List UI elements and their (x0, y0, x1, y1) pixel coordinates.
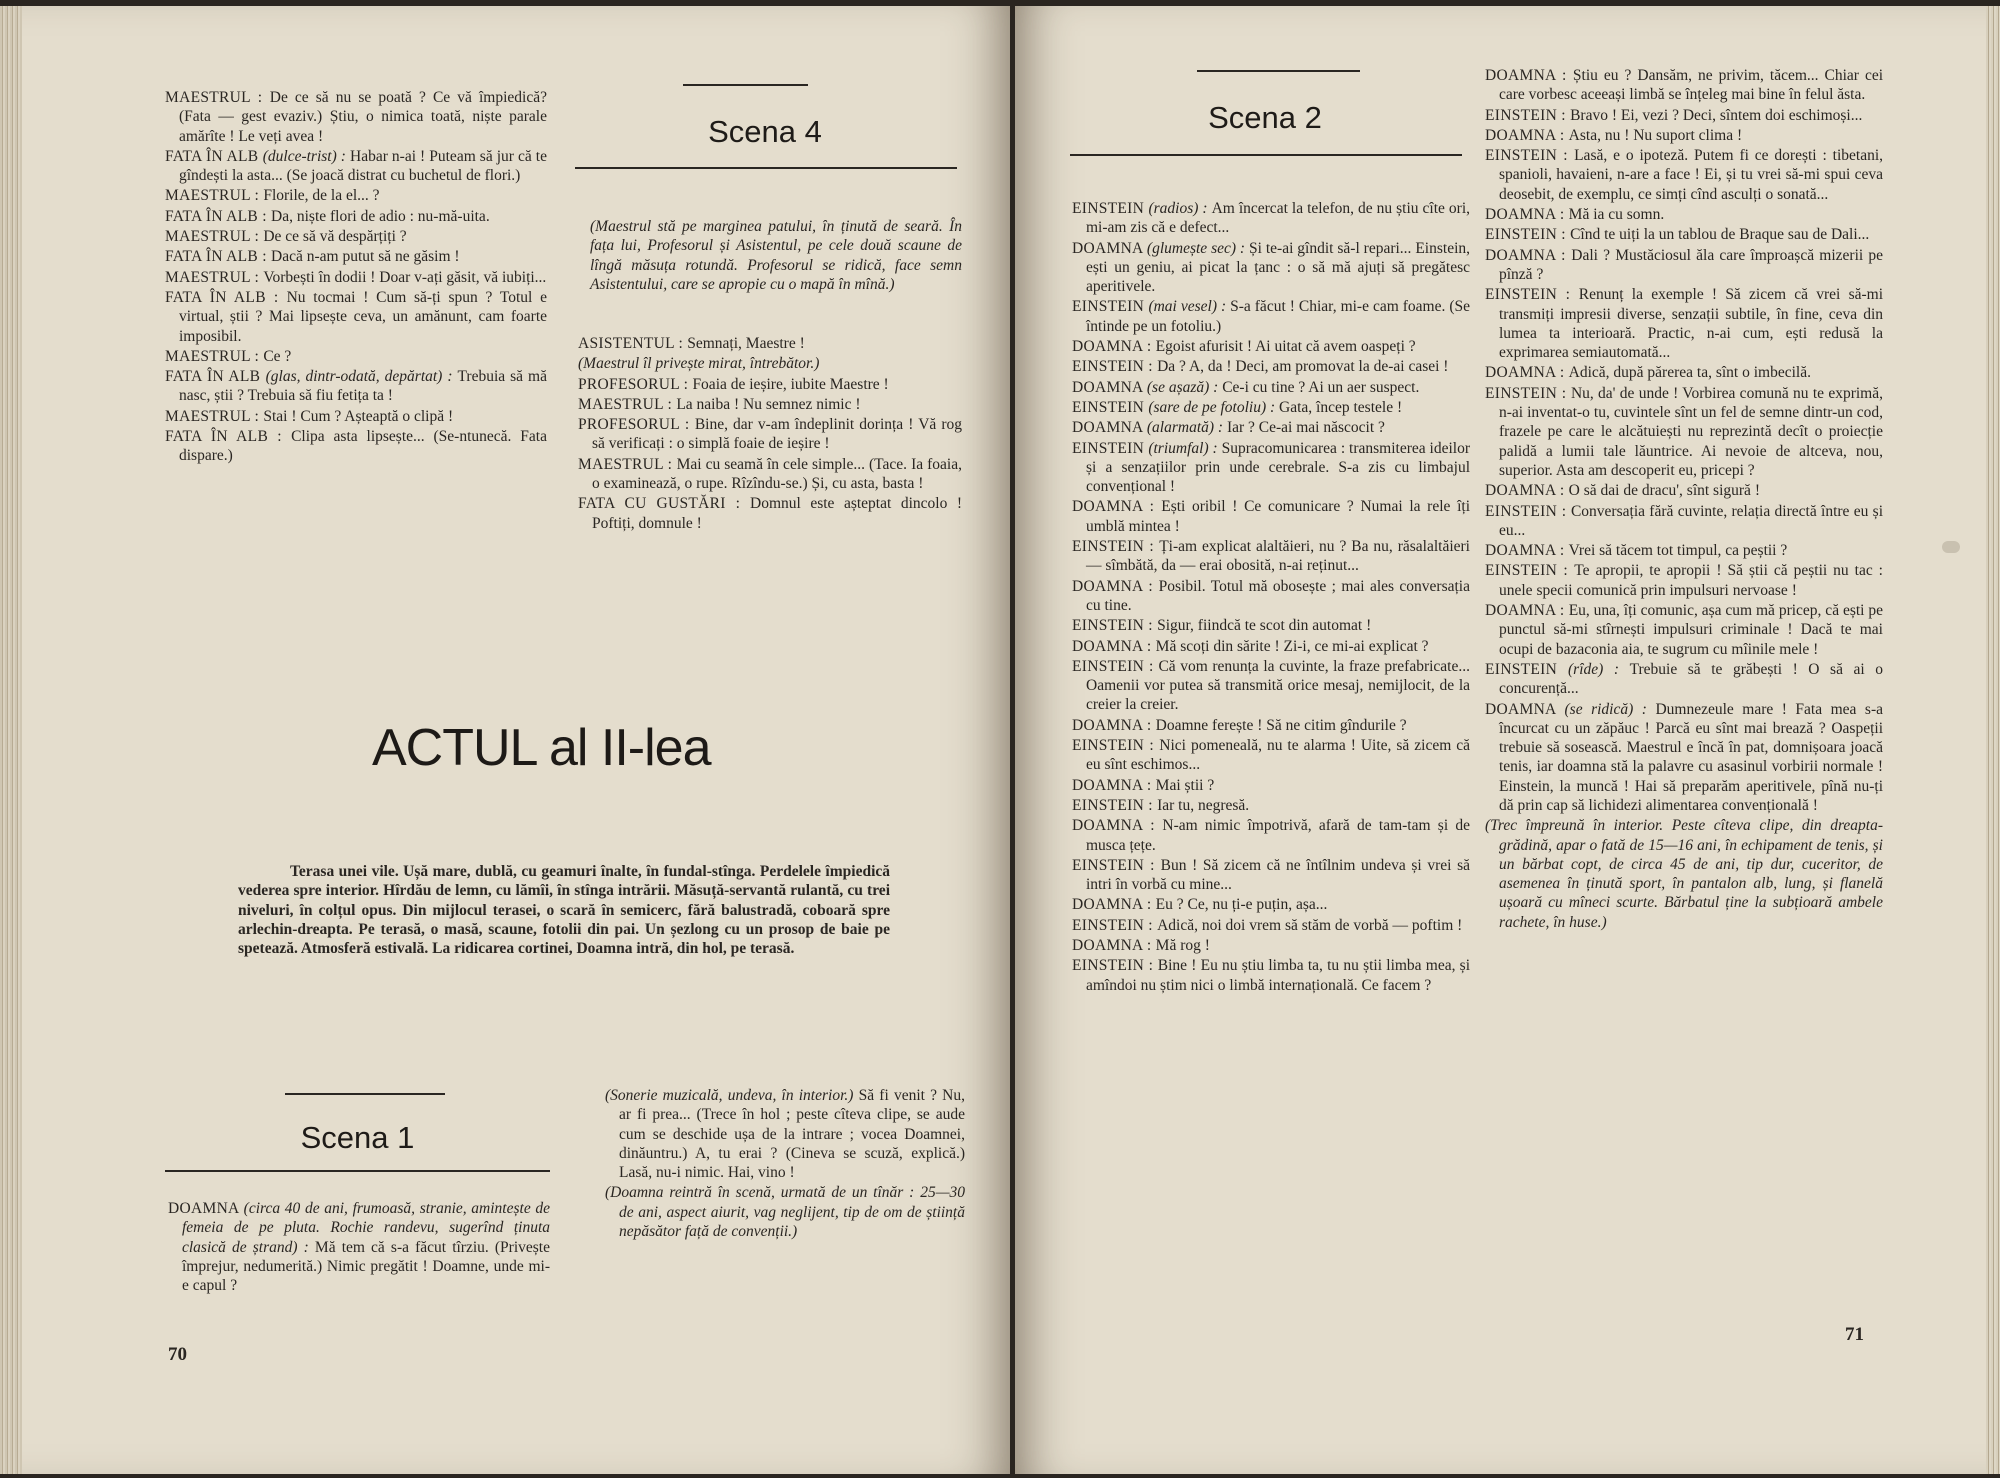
dialogue-line (1072, 497, 1470, 536)
dialogue-line (165, 186, 547, 205)
speaker-name: MAESTRUL : (165, 347, 264, 365)
dialogue-line (1485, 700, 1883, 816)
dialogue-line (1072, 439, 1470, 497)
speaker-name: EINSTEIN : (1485, 226, 1571, 244)
line-text: Eu ? Ce, nu ți-e puțin, așa... (1155, 896, 1328, 914)
dialogue-line (1072, 378, 1470, 397)
dialogue-line (1072, 895, 1470, 914)
line-text: Supracomunicarea : transmiterea ideilor și a senzațiilor prin unde cerebrale. S-a zis cu limbajul convențional ! (1086, 439, 1471, 496)
speaker-name: FATA ÎN ALB (165, 147, 263, 165)
speaker-name: MAESTRUL : (578, 395, 677, 413)
speaker-name: DOAMNA (1072, 378, 1147, 396)
speaker-name: EINSTEIN : (1485, 502, 1571, 520)
stage-direction: (alarmată) : (1146, 419, 1227, 437)
line-text: Că vom renunța la cuvinte, la fraze prefabricate... Oamenii vor putea să transmită orice mesaj, nemijlocit, de la creier la creier. (1086, 657, 1470, 714)
line-text: Ești oribil ! Ce comunicare ? Numai la rele îți umblă mintea ! (1086, 498, 1470, 535)
speaker-name: EINSTEIN : (1072, 737, 1160, 755)
speaker-name: EINSTEIN : (1072, 657, 1159, 675)
line-text: Iar tu, negresă. (1157, 796, 1250, 814)
line-text: Mai știi ? (1155, 776, 1215, 794)
speaker-name: EINSTEIN : (1072, 538, 1160, 556)
line-text: Eu, una, îți comunic, așa cum mă pricep, că ești pe punctul să-mi stîrnești impulsuri criminale ! Dacă te mai ocupi de bazaconia aia, te sugrum cu mîinile mele ! (1499, 602, 1883, 658)
stage-direction: (rîde) : (1568, 660, 1630, 678)
speaker-name: EINSTEIN (1072, 439, 1149, 457)
stage-direction: (Maestrul îl privește mirat, întrebător.) (578, 355, 820, 373)
dialogue-line (578, 354, 962, 373)
dialogue-line (1485, 384, 1883, 480)
speaker-name: EINSTEIN : (1072, 796, 1158, 814)
stage-direction: (se ridică) : (1564, 700, 1656, 718)
dialogue-line (1072, 398, 1470, 417)
speaker-name: DOAMNA : (1485, 67, 1573, 84)
line-text: De ce să vă despărțiți ? (263, 228, 407, 246)
line-text: Bine, dar v-am îndeplinit dorința ! Vă rog să verificați : o simplă foaie de ieșire ! (592, 416, 962, 453)
speaker-name: DOAMNA (1072, 239, 1147, 257)
scene-rule-top (285, 1093, 445, 1095)
speaker-name: FATA ÎN ALB : (165, 207, 272, 225)
scene-heading: Scena 2 (1208, 100, 1322, 135)
scene-rule-top (683, 84, 808, 86)
dialogue-line (578, 494, 962, 533)
dialogue-line (1485, 285, 1883, 362)
scene-rule-top (1197, 70, 1360, 72)
speaker-name: FATA CU GUSTĂRI : (578, 495, 751, 513)
speaker-name: DOAMNA : (1485, 126, 1569, 144)
dialogue-line (1072, 736, 1470, 775)
speaker-name: DOAMNA : (1072, 498, 1162, 516)
dialogue-line (1485, 816, 1883, 932)
speaker-name: EINSTEIN : (1072, 617, 1158, 635)
speaker-name: MAESTRUL : (165, 407, 264, 425)
speaker-name: MAESTRUL : (165, 89, 270, 106)
dialogue-line (1485, 106, 1883, 125)
speaker-name: FATA ÎN ALB : (165, 248, 272, 266)
speaker-name: EINSTEIN : (1485, 147, 1575, 165)
line-text: Ce-i cu tine ? Ai un aer suspect. (1222, 378, 1420, 396)
line-text: Egoist afurisit ! Ai uitat că avem oaspeți ? (1155, 338, 1416, 356)
speaker-name: DOAMNA : (1072, 338, 1156, 356)
line-text: Mai cu seamă în cele simple... (Tace. Ia foaia, o examinează, o rupe. Rîzîndu-se.) Și, cu asta, basta ! (592, 455, 962, 493)
speaker-name: MAESTRUL : (165, 228, 264, 246)
dialogue-line (1072, 716, 1470, 735)
line-text: Dumnezeule mare ! Fata mea s-a încurcat cu un zăpăuc ! Parcă eu sînt mai brează ? Oaspeții trebuie să sosească. Maestrul e încă în pat, domnișoara joacă tenis, iar doamna stă la palavre cu asasinul vorbirii normale ! Einstein, la muncă ! Hai să preparăm aperitivele, pînă nu-ți dă prin cap să lichidezi alimentarea convențională ! (1499, 700, 1883, 814)
speaker-name: DOAMNA : (1485, 542, 1569, 560)
line-text: De ce să nu se poată ? Ce vă împiedică? (Fata — gest evaziv.) Știu, o nimica toată, niște parale amărîte ! Le veți avea ! (179, 89, 547, 145)
dialogue-line (1485, 66, 1883, 105)
stage-direction: (Doamna reintră în scenă, urmată de un tînăr : 25—30 de ani, aspect aiurit, vag neglijent, tip de om de știință nepăsător față de convenții.) (605, 1184, 965, 1241)
dialogue-line (1485, 481, 1883, 500)
stage-direction: (se așază) : (1146, 378, 1223, 396)
dialogue-line (165, 347, 547, 366)
speaker-name: FATA ÎN ALB : (165, 428, 292, 446)
line-text: Stai ! Cum ? Așteaptă o clipă ! (263, 407, 454, 425)
stage-direction: (sare de pe fotoliu) : (1148, 398, 1280, 416)
speaker-name: PROFESORUL : (578, 375, 693, 393)
speaker-name: PROFESORUL : (578, 416, 695, 434)
line-text: Conversația fără cuvinte, relația directă între eu și eu... (1499, 502, 1884, 539)
speaker-name: EINSTEIN : (1485, 384, 1571, 402)
stage-direction: (glumește sec) : (1146, 239, 1250, 257)
speaker-name: DOAMNA : (1072, 936, 1156, 954)
line-text: Iar ? Ce-ai mai născocit ? (1226, 419, 1385, 437)
dialogue-line (1485, 601, 1883, 659)
dialogue-line (605, 1183, 965, 1241)
dialogue-line (1072, 657, 1470, 715)
speaker-name: EINSTEIN (1072, 200, 1149, 217)
scene-heading: Scena 4 (708, 114, 822, 149)
dialogue-line (165, 268, 547, 287)
act-title: ACTUL al II-lea (372, 719, 711, 777)
line-text: Semnați, Maestre ! (687, 335, 805, 352)
dialogue-line (1072, 916, 1470, 935)
line-text: Posibil. Totul mă obosește ; mai ales conversația cu tine. (1086, 577, 1470, 614)
line-text: Dali ? Mustăciosul ăla care împroașcă mizerii pe pînză ? (1499, 246, 1883, 283)
dialogue-line (578, 395, 962, 414)
line-text: Dacă n-am putut să ne găsim ! (271, 248, 460, 266)
scene-rule-bottom (575, 167, 957, 169)
line-text: Renunț la exemple ! Să zicem că vrei să-mi transmiți impresii diverse, senzații subtile, în fine, ceva din lumea ta interioară. Practic, n-ai cum, ești redusă la exprimarea semiautomată... (1499, 286, 1884, 362)
speaker-name: DOAMNA : (1072, 577, 1159, 595)
dialogue-line (1072, 199, 1470, 238)
speaker-name: DOAMNA : (1485, 364, 1569, 382)
line-text: Vorbești în dodii ! Doar v-ați găsit, vă iubiți... (263, 268, 547, 286)
dialogue-line (1072, 616, 1470, 635)
line-text: O să dai de dracu', sînt sigură ! (1568, 482, 1760, 500)
dialogue-line (578, 415, 962, 454)
stage-direction: (glas, dintr-odată, depărtat) : (265, 368, 458, 386)
page-stack-edge (1986, 6, 2000, 1474)
scene-heading: Scena 1 (300, 1120, 415, 1155)
dialogue-line (165, 427, 547, 466)
speaker-name: DOAMNA : (1072, 896, 1156, 914)
line-text: Te apropii, te apropii ! Să știi că peștii nu tac : unele specii comunică prin impulsuri nervoase ! (1499, 562, 1883, 599)
line-text: Florile, de la el... ? (263, 187, 380, 205)
speaker-name: DOAMNA : (1485, 482, 1569, 500)
scene-rule-bottom (1070, 154, 1462, 156)
speaker-name: FATA ÎN ALB (165, 368, 266, 386)
dialogue-line (1485, 660, 1883, 699)
dialogue-line (1072, 239, 1470, 297)
line-text: Vrei să tăcem tot timpul, ca peștii ? (1568, 542, 1788, 560)
line-text: Bun ! Să zicem că ne întîlnim undeva și vrei să intri în vorbă cu mine... (1086, 856, 1470, 894)
page-number: 70 (168, 1344, 187, 1365)
speaker-name: EINSTEIN : (1072, 856, 1161, 874)
speaker-name: MAESTRUL : (578, 455, 677, 473)
stage-direction: (Maestrul stă pe marginea patului, în ținută de seară. În fața lui, Profesorul și Asistentul, pe cele două scaune de lîngă măsuța rotundă. Profesorul se ridică, face semn Asistentului, care se apropie cu o mapă în mînă.) (590, 218, 962, 293)
line-text: Ți-am explicat alaltăieri, nu ? Ba nu, răsalaltăieri — sîmbătă, da — erai obosită, n-ai reținut... (1086, 538, 1470, 575)
dialogue-line (1485, 541, 1883, 560)
dialogue-line (1072, 537, 1470, 576)
dialogue-line (1072, 936, 1470, 955)
dialogue-line (1485, 146, 1883, 204)
speaker-name: DOAMNA : (1485, 246, 1572, 264)
speaker-name: DOAMNA : (1072, 716, 1156, 734)
line-text: La naiba ! Nu semnez nimic ! (676, 395, 861, 413)
dialogue-line (1072, 856, 1470, 895)
dialogue-line (1485, 225, 1883, 244)
line-text: Domnul este așteptat dincolo ! Poftiți, domnule ! (592, 495, 962, 532)
dialogue-line (1485, 205, 1883, 224)
line-text: Asta, nu ! Nu suport clima ! (1568, 126, 1743, 144)
stage-direction: (dulce-trist) : (262, 147, 351, 165)
line-text: Bine ! Eu nu știu limba ta, tu nu știi limba mea, și amîndoi nu știm nici o limbă internațională. Ce facem ? (1086, 957, 1471, 994)
speaker-name: DOAMNA : (1072, 817, 1163, 835)
stage-direction: (triumfal) : (1148, 439, 1222, 457)
dialogue-line (1072, 956, 1470, 995)
dialogue-line (1072, 418, 1470, 437)
dialogue-line (1072, 337, 1470, 356)
line-text: Adică, după părerea ta, sînt o imbecilă. (1568, 364, 1811, 382)
line-text: Da, niște flori de adio : nu-mă-uita. (271, 207, 490, 225)
setting-description: Terasa unei vile. Ușă mare, dublă, cu geamuri înalte, în fundal-stînga. Perdelele împiedică vederea spre interior. Hîrdău de lemn, cu lămîi, în stînga intrării. Măsuță-servantă rulantă, cu trei niveluri, în colțul opus. Din mijlocul terasei, o scară în semicerc, fără balustradă, coboară spre arlechin-dreapta. Pe terasă, o masă, scaune, fotolii din pai. Un șezlong cu un prosop de baie pe spetează. Atmosferă estivală. La ridicarea cortinei, Doamna intră, din hol, pe terasă. (238, 863, 890, 958)
line-text: Da ? A, da ! Deci, am promovat la de-ai casei ! (1157, 358, 1449, 376)
dialogue-line (165, 367, 547, 406)
speaker-name: DOAMNA : (1072, 776, 1156, 794)
stage-direction: (Sonerie muzicală, undeva, în interior.) (605, 1087, 859, 1104)
line-text: Să fi venit ? Nu, ar fi prea... (Trece în hol ; peste cîteva clipe, se aude cum se deschide ușa de la intrare ; vocea Doamnei, dinăuntru.) A, tu erai ? (Cineva se scuză, explică.) Lasă, nu-i nimic. Hai, vino ! (619, 1087, 965, 1182)
line-text: Mă ia cu somn. (1568, 206, 1665, 224)
line-text: Nu tocmai ! Cum să-ți spun ? Totul e virtual, știi ? Mai lipsește ceva, un amănunt, cam foarte imposibil. (179, 288, 547, 345)
line-text: Lasă, e o ipoteză. Putem fi ce dorești : tibetani, spanioli, havaieni, n-are a face ! Ei, și tu vrei să-mi spui ceva deosebit, de exemplu, ce simți cînd asculți o sonată... (1499, 147, 1884, 203)
dialogue-line (165, 88, 547, 146)
speaker-name: EINSTEIN : (1072, 957, 1158, 975)
dialogue-line (1072, 357, 1470, 376)
dialogue-line (1485, 502, 1883, 541)
speaker-name: DOAMNA (1485, 700, 1565, 718)
line-text: Și te-ai gîndit să-l repari... Einstein, ești un geniu, ai picat la țanc : o să mă ajuți să pregătesc aperitivele. (1086, 239, 1471, 296)
dialogue-line (578, 375, 962, 394)
dialogue-column (605, 1086, 965, 1242)
line-text: Cînd te uiți la un tablou de Braque sau de Dali... (1570, 226, 1870, 244)
page-mark (1942, 541, 1960, 553)
line-text: Am încercat la telefon, de nu știu cîte ori, mi-am zis că e defect... (1086, 200, 1471, 237)
dialogue-line (1485, 561, 1883, 600)
dialogue-column (165, 88, 547, 467)
dialogue-line (1072, 776, 1470, 795)
dialogue-column (1485, 66, 1883, 933)
dialogue-line (578, 334, 962, 353)
line-text: Trebuia să mă nasc, știi ? Trebuia să fiu fetița ta ! (179, 368, 547, 405)
line-text: N-am nimic împotrivă, afară de tam-tam și de musca țețe. (1086, 817, 1470, 854)
speaker-name: EINSTEIN : (1485, 562, 1575, 580)
line-text: Bravo ! Ei, vezi ? Deci, sîntem doi eschimoși... (1570, 106, 1863, 124)
speaker-name: DOAMNA : (1485, 602, 1569, 620)
stage-direction: (circa 40 de ani, frumoasă, stranie, amintește de femeia de pe pluta. Rochie randevu, sugerînd ținuta clasică de ștrand) : (182, 1200, 550, 1256)
dialogue-line (1072, 816, 1470, 855)
page-number: 71 (1845, 1324, 1864, 1345)
speaker-name: MAESTRUL : (165, 268, 264, 286)
line-text: Sigur, fiindcă te scot din automat ! (1157, 617, 1372, 635)
dialogue-line (605, 1086, 965, 1182)
line-text: Trebuie să te grăbești ! O să ai o concurență... (1499, 660, 1883, 698)
scene-rule-bottom (165, 1170, 550, 1172)
line-text: Știu eu ? Dansăm, ne privim, tăcem... Chiar cei care vorbesc aceeași limbă se înțeleg mai bine în felul ăsta. (1499, 67, 1884, 104)
dialogue-column (578, 334, 962, 534)
dialogue-column (1072, 199, 1470, 996)
dialogue-line (168, 1199, 550, 1295)
speaker-name: DOAMNA (168, 1200, 244, 1217)
speaker-name: EINSTEIN : (1485, 106, 1571, 124)
right-page (1015, 6, 2000, 1474)
line-text: Mă tem că s-a făcut tîrziu. (Privește împrejur, nedumerită.) Nimic pregătit ! Doamne, unde mi-e capul ? (182, 1238, 550, 1295)
line-text: Habar n-ai ! Puteam să jur că te gîndești la asta... (Se joacă distrat cu buchetul de flori.) (179, 147, 547, 185)
stage-direction: (Trec împreună în interior. Peste cîteva clipe, din dreapta-grădină, apar o fată de 15—16 ani, în echipament de tenis, și un bărbat copt, de circa 45 de ani, tip dur, cuceritor, de asemenea în ținută sport, în pantalon alb, lung, și flanelă ușoară cu mîneci scurte. Bărbatul ține la subțioară ambele rachete, în huse.) (1485, 817, 1883, 931)
speaker-name: EINSTEIN (1485, 660, 1568, 678)
dialogue-line (1072, 637, 1470, 656)
page-stack-edge (0, 6, 22, 1474)
dialogue-line (578, 455, 962, 494)
speaker-name: EINSTEIN : (1072, 916, 1158, 934)
line-text: Clipa asta lipsește... (Se-ntunecă. Fata dispare.) (179, 428, 547, 465)
dialogue-line (165, 407, 547, 426)
dialogue-line (1072, 796, 1470, 815)
speaker-name: EINSTEIN : (1072, 358, 1158, 376)
dialogue-line (165, 227, 547, 246)
dialogue-line (165, 288, 547, 346)
speaker-name: DOAMNA : (1072, 637, 1156, 655)
dialogue-line (1072, 577, 1470, 616)
speaker-name: EINSTEIN (1072, 398, 1149, 416)
left-page (0, 6, 1010, 1474)
speaker-name: FATA ÎN ALB : (165, 288, 287, 306)
dialogue-line (165, 147, 547, 186)
line-text: Gata, încep testele ! (1279, 398, 1403, 416)
stage-direction: (mai vesel) : (1148, 298, 1231, 316)
dialogue-column (168, 1199, 550, 1296)
line-text: Ce ? (263, 347, 292, 365)
line-text: Mă rog ! (1155, 936, 1210, 954)
speaker-name: DOAMNA (1072, 419, 1147, 437)
line-text: Adică, noi doi vrem să stăm de vorbă — poftim ! (1157, 916, 1463, 934)
speaker-name: MAESTRUL : (165, 187, 264, 205)
line-text: Foaia de ieșire, iubite Maestre ! (692, 375, 889, 393)
dialogue-line (1072, 297, 1470, 336)
speaker-name: DOAMNA : (1485, 206, 1569, 224)
line-text: Nici pomeneală, nu te alarma ! Uite, să zicem că eu sînt eschimos... (1086, 737, 1471, 774)
line-text: Doamne ferește ! Să ne citim gîndurile ? (1155, 716, 1407, 734)
dialogue-line (1485, 126, 1883, 145)
stage-direction: (radios) : (1148, 200, 1212, 217)
dialogue-line (1485, 363, 1883, 382)
line-text: S-a făcut ! Chiar, mi-e cam foame. (Se întinde pe un fotoliu.) (1086, 298, 1471, 335)
line-text: Mă scoți din sărite ! Zi-i, ce mi-ai explicat ? (1155, 637, 1429, 655)
dialogue-line (1485, 246, 1883, 285)
speaker-name: EINSTEIN (1072, 298, 1149, 316)
speaker-name: ASISTENTUL : (578, 335, 688, 352)
speaker-name: EINSTEIN : (1485, 286, 1579, 304)
dialogue-line (165, 207, 547, 226)
dialogue-line (165, 247, 547, 266)
line-text: Nu, da' de unde ! Vorbirea comună nu te exprimă, n-ai inventat-o tu, cuvintele sînt un fel de semne dintr-un cod, frazele pe care le alcătuiești nu reprezintă decît o proiecție palidă a lumii tale lăuntrice. Ai nevoie de altceva, nou, superior. Asta am descoperit eu, pricepi ? (1499, 384, 1883, 479)
